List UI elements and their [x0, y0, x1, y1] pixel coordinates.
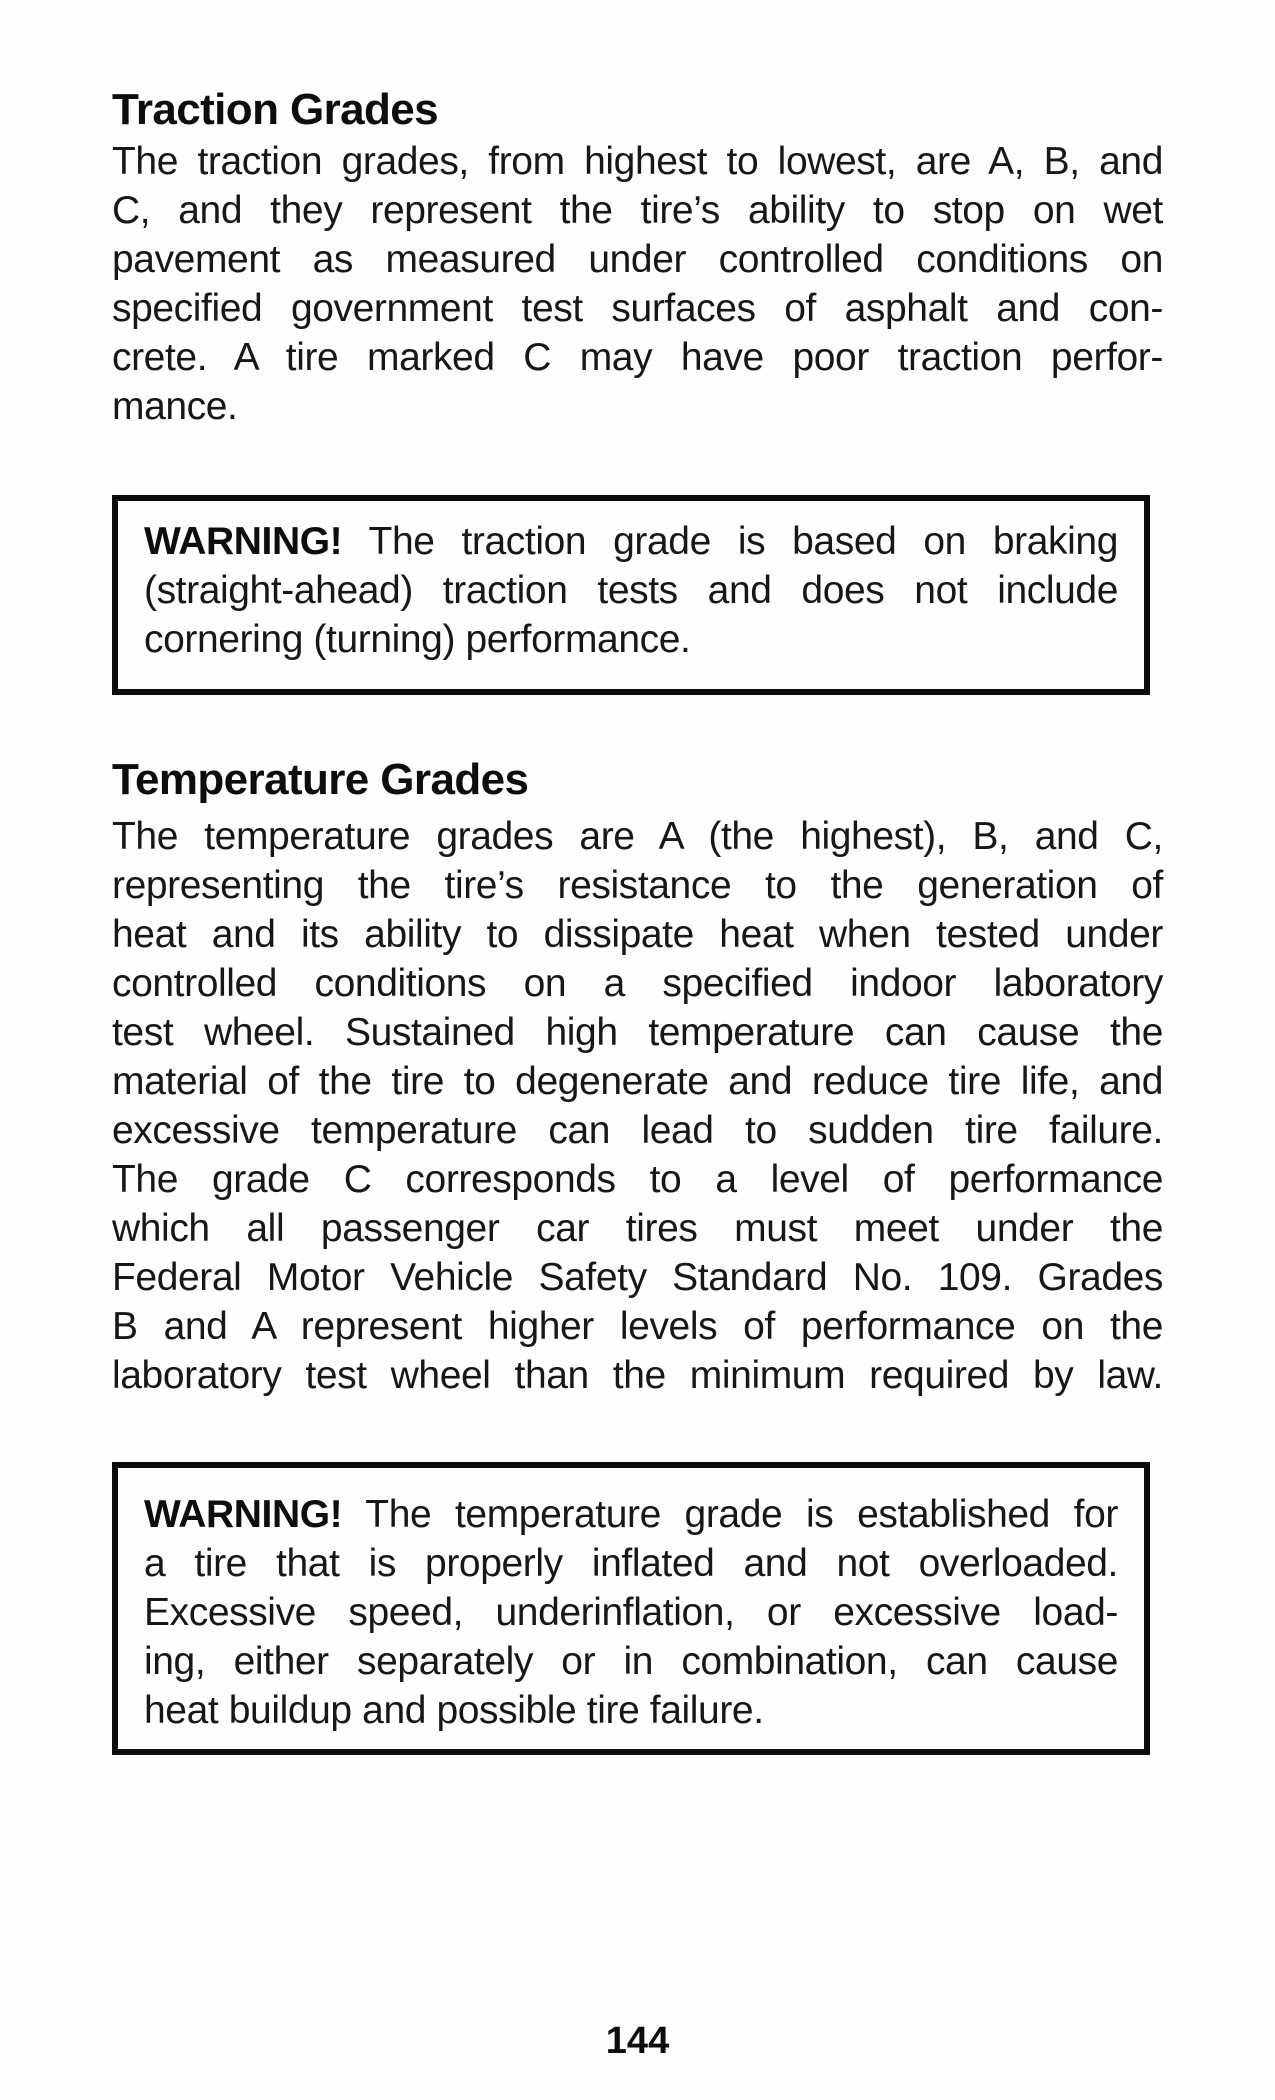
text-line: material of the tire to degenerate and reduce tire life, and — [112, 1060, 1163, 1103]
text-line: Excessive speed, underinflation, or excessive load- — [144, 1591, 1118, 1634]
traction-grades-paragraph — [112, 137, 1163, 431]
text-line: a tire that is properly inflated and not overloaded. — [144, 1542, 1118, 1585]
text-line — [144, 1490, 1118, 1539]
text-line: laboratory test wheel than the minimum required by law. — [112, 1354, 1163, 1397]
text-line: representing the tire’s resistance to the generation of — [112, 864, 1163, 907]
text-line: which all passenger car tires must meet under the — [112, 1207, 1163, 1250]
text-line: crete. A tire marked C may have poor traction perfor- — [112, 336, 1163, 379]
text-line: heat buildup and possible tire failure. — [144, 1689, 764, 1732]
warning-text: The traction grade is based on braking — [368, 520, 1118, 563]
text-line: controlled conditions on a specified indoor laboratory — [112, 962, 1163, 1005]
text-line: Federal Motor Vehicle Safety Standard No. 109. Grades — [112, 1256, 1163, 1299]
traction-grades-heading: Traction Grades — [112, 85, 439, 134]
text-line: C, and they represent the tire’s ability to stop on wet — [112, 189, 1163, 232]
warning-label: WARNING! — [144, 520, 343, 563]
text-line — [144, 517, 1118, 566]
text-line: The temperature grades are A (the highest), B, and C, — [112, 815, 1163, 858]
text-line: ing, either separately or in combination, can cause — [144, 1640, 1118, 1683]
text-line: (straight-ahead) traction tests and does not include — [144, 569, 1118, 612]
text-line: test wheel. Sustained high temperature can cause the — [112, 1011, 1163, 1054]
text-line: B and A represent higher levels of performance on the — [112, 1305, 1163, 1348]
temperature-warning-box — [112, 1462, 1150, 1755]
traction-warning-box — [112, 495, 1150, 695]
warning-label: WARNING! — [144, 1493, 343, 1536]
temperature-grades-heading: Temperature Grades — [112, 755, 529, 804]
text-line: pavement as measured under controlled conditions on — [112, 238, 1163, 281]
warning-text: The temperature grade is established for — [365, 1493, 1118, 1536]
text-line: cornering (turning) performance. — [144, 618, 691, 661]
text-line: mance. — [112, 385, 238, 428]
text-line: The traction grades, from highest to lowest, are A, B, and — [112, 140, 1163, 183]
page-number: 144 — [605, 2020, 670, 2062]
text-line: excessive temperature can lead to sudden tire failure. — [112, 1109, 1163, 1152]
text-line: specified government test surfaces of asphalt and con- — [112, 287, 1163, 330]
text-line: heat and its ability to dissipate heat when tested under — [112, 913, 1163, 956]
text-line: The grade C corresponds to a level of performance — [112, 1158, 1163, 1201]
temperature-grades-paragraph — [112, 812, 1163, 1400]
